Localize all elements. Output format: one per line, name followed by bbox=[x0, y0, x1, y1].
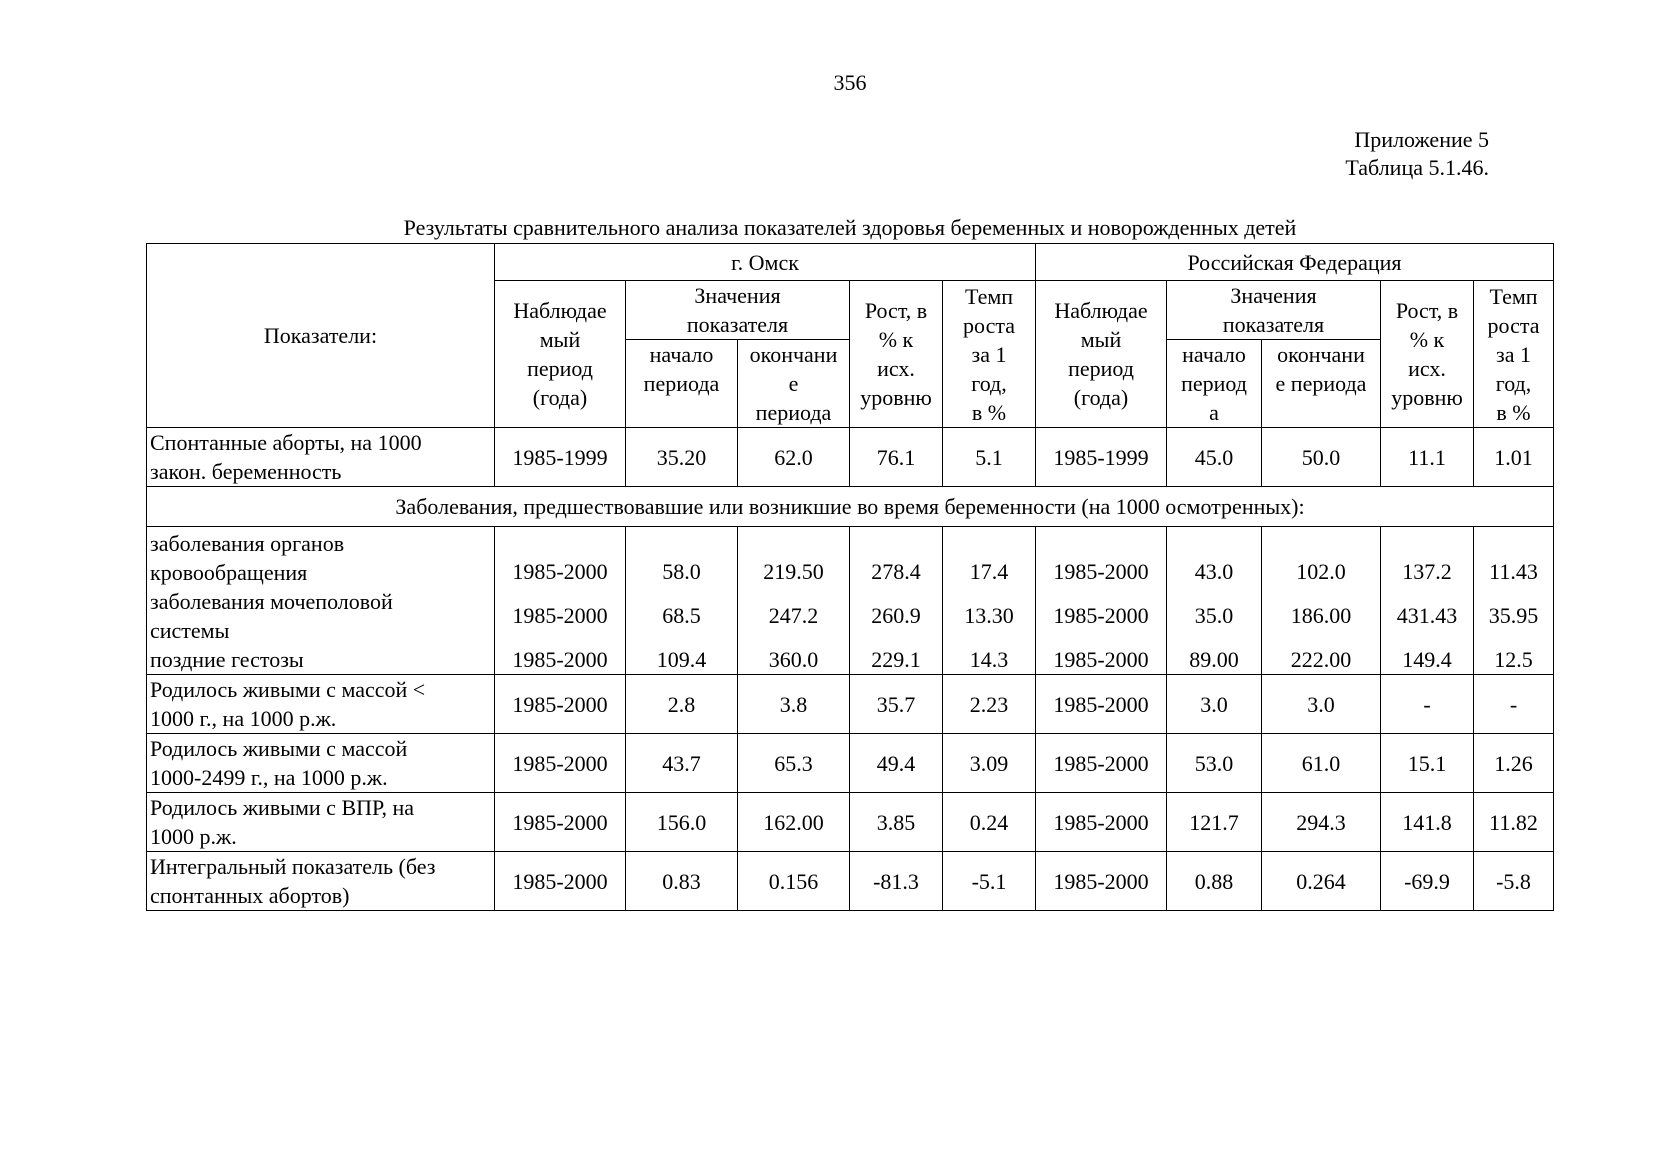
diseases-col-period-rf: 1985-2000 1985-2000 1985-2000 bbox=[1036, 527, 1167, 675]
table-cell: 3.09 bbox=[943, 734, 1036, 793]
appendix-title: Приложение 5 bbox=[1354, 127, 1489, 152]
header-start-rf: начало период а bbox=[1167, 340, 1262, 428]
table-cell: 0.24 bbox=[943, 793, 1036, 852]
table-cell: 53.0 bbox=[1167, 734, 1262, 793]
table-cell: 5.1 bbox=[943, 428, 1036, 487]
section-title: Заболевания, предшествовавшие или возникшие во время беременности (на 1000 осмотренных): bbox=[147, 487, 1554, 527]
table-cell: 2.8 bbox=[626, 675, 738, 734]
table-cell: 35.7 bbox=[850, 675, 943, 734]
table-cell: 35.20 bbox=[626, 428, 738, 487]
diseases-col-period-omsk: 1985-2000 1985-2000 1985-2000 bbox=[495, 527, 626, 675]
table-cell: 62.0 bbox=[738, 428, 850, 487]
table-cell: 1985-2000 bbox=[495, 675, 626, 734]
table-row bbox=[147, 793, 1554, 852]
header-rate-omsk: Темп роста за 1 год, в % bbox=[943, 281, 1036, 428]
header-period-rf: Наблюдае мый период (года) bbox=[1036, 281, 1167, 428]
diseases-col-end-omsk: 219.50 247.2 360.0 bbox=[738, 527, 850, 675]
table-cell: -5.8 bbox=[1474, 852, 1554, 911]
table-cell: 76.1 bbox=[850, 428, 943, 487]
row-label: Родилось живыми с массой 1000-2499 г., на 1000 р.ж. bbox=[147, 734, 495, 793]
table-cell: 1985-1999 bbox=[1036, 428, 1167, 487]
diseases-col-start-omsk: 58.0 68.5 109.4 bbox=[626, 527, 738, 675]
diseases-col-start-rf: 43.0 35.0 89.00 bbox=[1167, 527, 1262, 675]
table-row-diseases bbox=[147, 527, 1554, 675]
table-cell: - bbox=[1381, 675, 1474, 734]
table-row bbox=[147, 852, 1554, 911]
diseases-col-rate-omsk: 17.4 13.30 14.3 bbox=[943, 527, 1036, 675]
diseases-col-end-rf: 102.0 186.00 222.00 bbox=[1262, 527, 1381, 675]
table-cell: 49.4 bbox=[850, 734, 943, 793]
table-cell: 1985-2000 bbox=[1036, 793, 1167, 852]
table-cell: 0.264 bbox=[1262, 852, 1381, 911]
table-cell: -5.1 bbox=[943, 852, 1036, 911]
diseases-col-rate-rf: 11.43 35.95 12.5 bbox=[1474, 527, 1554, 675]
row-label: Интегральный показатель (без спонтанных абортов) bbox=[147, 852, 495, 911]
header-rate-rf: Темп роста за 1 год, в % bbox=[1474, 281, 1554, 428]
header-omsk: г. Омск bbox=[495, 244, 1036, 281]
table-cell: -69.9 bbox=[1381, 852, 1474, 911]
table-cell: 15.1 bbox=[1381, 734, 1474, 793]
table-cell: -81.3 bbox=[850, 852, 943, 911]
table-cell: 1985-2000 bbox=[495, 852, 626, 911]
section-row bbox=[147, 487, 1554, 527]
table-cell: 141.8 bbox=[1381, 793, 1474, 852]
table-cell: 2.23 bbox=[943, 675, 1036, 734]
table-cell: 65.3 bbox=[738, 734, 850, 793]
diseases-labels: заболевания органов кровообращения заболевания мочеполовой системы поздние гестозы bbox=[147, 527, 495, 675]
header-rf: Российская Федерация bbox=[1036, 244, 1554, 281]
table-cell: 3.8 bbox=[738, 675, 850, 734]
page-number: 356 bbox=[833, 70, 867, 95]
row-label: Родилось живыми с массой < 1000 г., на 1000 р.ж. bbox=[147, 675, 495, 734]
table-cell: 1985-2000 bbox=[1036, 675, 1167, 734]
table-cell: 1985-1999 bbox=[495, 428, 626, 487]
header-start-omsk: начало периода bbox=[626, 340, 738, 428]
row-label: Родилось живыми с ВПР, на 1000 р.ж. bbox=[147, 793, 495, 852]
table-cell: 1.26 bbox=[1474, 734, 1554, 793]
diseases-col-growth-rf: 137.2 431.43 149.4 bbox=[1381, 527, 1474, 675]
table-cell: 1.01 bbox=[1474, 428, 1554, 487]
header-end-omsk: окончани е периода bbox=[738, 340, 850, 428]
table-cell: 3.85 bbox=[850, 793, 943, 852]
header-growth-rf: Рост, в % к исх. уровню bbox=[1381, 281, 1474, 428]
header-end-rf: окончани е периода bbox=[1262, 340, 1381, 428]
table-cell: 45.0 bbox=[1167, 428, 1262, 487]
row-label: Спонтанные аборты, на 1000 закон. беременность bbox=[147, 428, 495, 487]
header-row-regions bbox=[147, 244, 1554, 281]
table-cell: - bbox=[1474, 675, 1554, 734]
header-period-omsk: Наблюдае мый период (года) bbox=[495, 281, 626, 428]
table-row bbox=[147, 734, 1554, 793]
table-cell: 162.00 bbox=[738, 793, 850, 852]
header-values-rf: Значения показателя bbox=[1167, 281, 1381, 340]
table-cell: 294.3 bbox=[1262, 793, 1381, 852]
table-cell: 3.0 bbox=[1167, 675, 1262, 734]
table-cell: 43.7 bbox=[626, 734, 738, 793]
table-cell: 0.88 bbox=[1167, 852, 1262, 911]
table-cell: 61.0 bbox=[1262, 734, 1381, 793]
table-row-spontaneous-abortions bbox=[147, 428, 1554, 487]
appendix-label bbox=[1345, 126, 1489, 182]
table-cell: 1985-2000 bbox=[495, 734, 626, 793]
table-cell: 121.7 bbox=[1167, 793, 1262, 852]
header-growth-omsk: Рост, в % к исх. уровню bbox=[850, 281, 943, 428]
header-indicators: Показатели: bbox=[147, 244, 495, 428]
table-cell: 11.1 bbox=[1381, 428, 1474, 487]
diseases-col-growth-omsk: 278.4 260.9 229.1 bbox=[850, 527, 943, 675]
table-cell: 0.83 bbox=[626, 852, 738, 911]
table-cell: 0.156 bbox=[738, 852, 850, 911]
table-cell: 1985-2000 bbox=[1036, 852, 1167, 911]
table-cell: 1985-2000 bbox=[495, 793, 626, 852]
results-table bbox=[146, 243, 1554, 911]
table-cell: 1985-2000 bbox=[1036, 734, 1167, 793]
header-values-omsk: Значения показателя bbox=[626, 281, 850, 340]
table-cell: 50.0 bbox=[1262, 428, 1381, 487]
table-cell: 3.0 bbox=[1262, 675, 1381, 734]
table-cell: 11.82 bbox=[1474, 793, 1554, 852]
table-number: Таблица 5.1.46. bbox=[1345, 155, 1489, 180]
table-cell: 156.0 bbox=[626, 793, 738, 852]
table-caption: Результаты сравнительного анализа показателей здоровья беременных и новорожденных детей bbox=[403, 215, 1297, 240]
table-row bbox=[147, 675, 1554, 734]
